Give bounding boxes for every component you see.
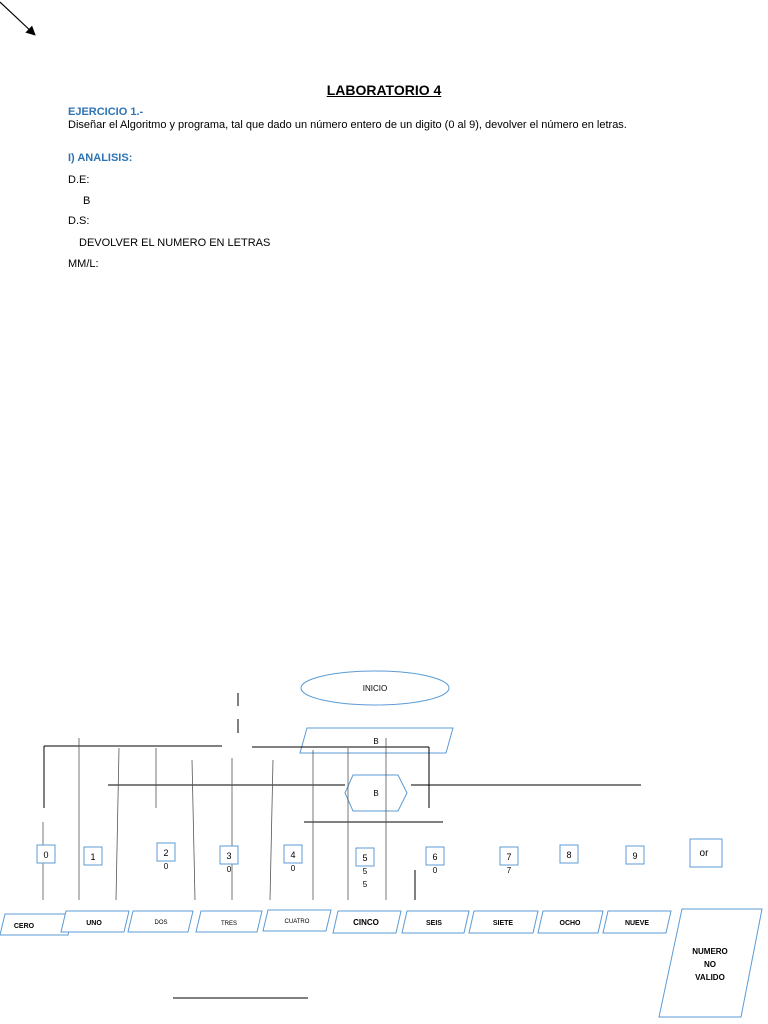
case-value-0: 0 [43, 850, 49, 860]
case-sub-5: 5 [362, 867, 368, 876]
case-value-5: 5 [362, 853, 368, 863]
case-boxes [37, 839, 722, 867]
invalid-label-line-2: NO [704, 960, 716, 969]
case-value-1: 1 [90, 852, 96, 862]
de-value: B [83, 195, 91, 207]
ds-label: D.S: [68, 215, 90, 227]
input-label: B [373, 737, 379, 746]
case-value-8: 8 [566, 850, 572, 860]
exercise-heading: EJERCICIO 1.- [68, 106, 144, 118]
mml-label: MM/L: [68, 258, 99, 270]
case-sub-7: 7 [506, 866, 512, 875]
output-label-cero: CERO [13, 923, 35, 930]
analysis-heading: I) ANALISIS: [68, 152, 133, 164]
corner-arrow-icon [0, 2, 34, 34]
output-label-siete: SIETE [492, 920, 514, 927]
case-sub-4: 0 [290, 864, 296, 873]
start-label: INICIO [362, 684, 388, 693]
output-label-tres: TRES [220, 921, 238, 927]
output-label-uno: UNO [86, 920, 102, 927]
case-sub-5-extra: 5 [362, 880, 368, 889]
case-value-4: 4 [290, 850, 296, 860]
otherwise-label: or [699, 848, 709, 859]
case-value-6: 6 [432, 852, 438, 862]
case-sub-3: 0 [226, 865, 232, 874]
ds-value: DEVOLVER EL NUMERO EN LETRAS [79, 237, 271, 249]
output-label-seis: SEIS [426, 920, 442, 927]
case-sub-6: 0 [432, 866, 438, 875]
page-title: LABORATORIO 4 [326, 82, 442, 98]
output-label-cuatro: CUATRO [284, 919, 310, 925]
output-label-ocho: OCHO [559, 920, 581, 927]
de-label: D.E: [68, 174, 90, 186]
decision-label: B [373, 789, 379, 798]
case-value-9: 9 [632, 851, 638, 861]
case-sub-2: 0 [163, 862, 169, 871]
output-label-dos: DOS [154, 920, 168, 926]
case-value-3: 3 [226, 851, 232, 861]
output-label-nueve: NUEVE [624, 920, 650, 927]
case-value-2: 2 [163, 848, 169, 858]
vertical-connectors [43, 738, 386, 900]
case-value-7: 7 [506, 852, 512, 862]
invalid-label-line-1: NUMERO [692, 947, 728, 956]
invalid-label-line-3: VALIDO [695, 973, 725, 982]
exercise-text: Diseñar el Algoritmo y programa, tal que dado un número entero de un digito (0 al 9), devolver el número en letras. [68, 119, 627, 131]
output-label-cinco: CINCO [353, 918, 379, 927]
